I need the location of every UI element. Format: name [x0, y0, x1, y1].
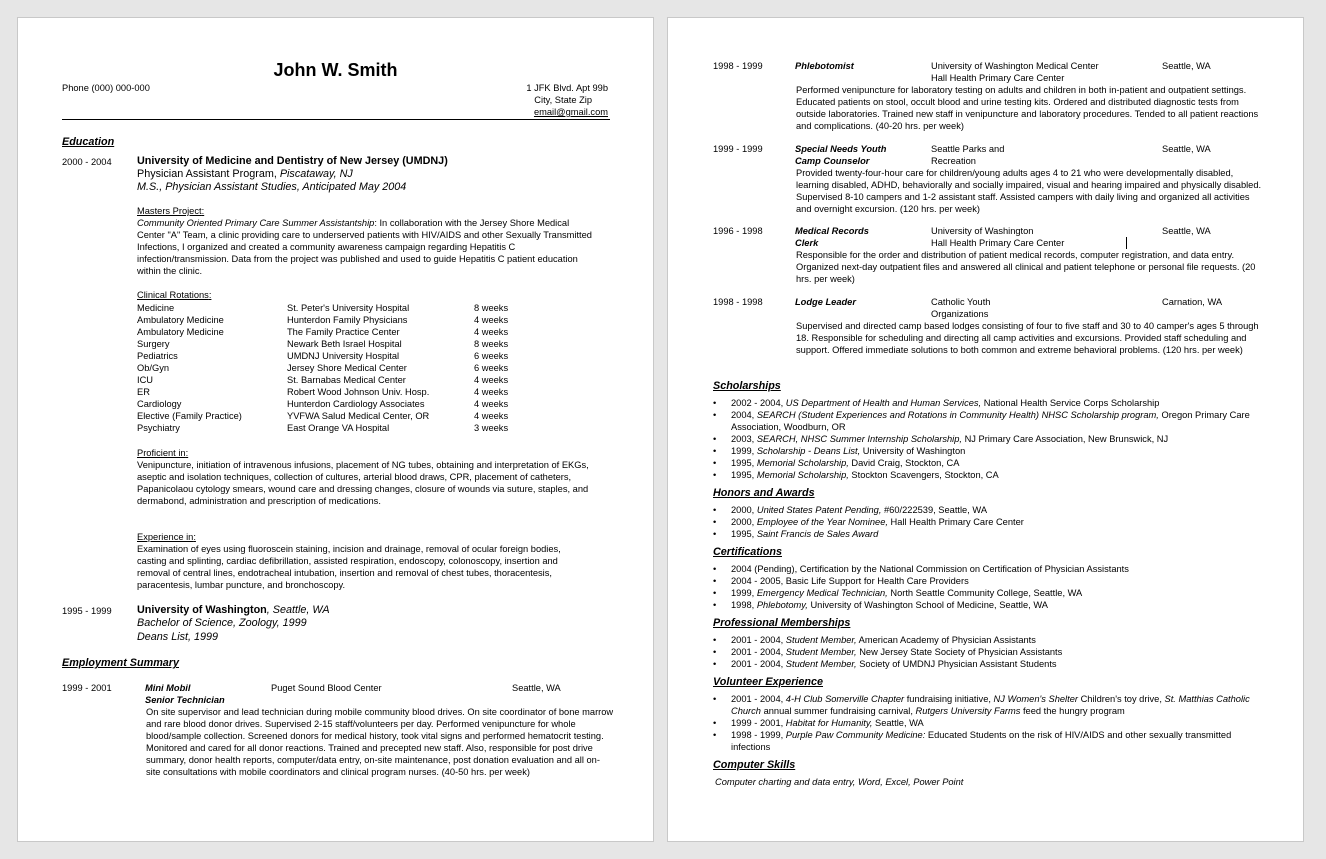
masters-project-text	[137, 217, 592, 277]
table-row	[137, 350, 587, 362]
job-city: Carnation, WA	[1162, 297, 1223, 307]
honors-heading: Honors and Awards	[713, 487, 815, 499]
rotation-specialty: Medicine	[137, 303, 175, 313]
rotation-site: St. Peter's University Hospital	[287, 303, 410, 313]
list-item: • 1999, Emergency Medical Technician, North Seattle Community College, Seattle, WA	[713, 587, 1268, 599]
table-row	[137, 326, 587, 338]
list-item: • 2004, SEARCH (Student Experiences and Rotations in Community Health) NHSC Scholarship program, Oregon Primary Care Association, Woodburn, OR	[713, 409, 1268, 433]
rotation-duration: 3 weeks	[474, 423, 509, 433]
list-item: • 1998 - 1999, Purple Paw Community Medicine: Educated Students on the risk of HIV/AIDS and other sexually transmitted infections	[713, 729, 1268, 753]
list-item: • 2001 - 2004, Student Member, American Academy of Physician Assistants	[713, 634, 1268, 646]
volunteer-list	[713, 693, 1268, 753]
clinical-rotations-label: Clinical Rotations:	[137, 290, 212, 300]
computer-skills-heading: Computer Skills	[713, 759, 796, 771]
rotation-duration: 8 weeks	[474, 339, 509, 349]
rotation-site: East Orange VA Hospital	[287, 423, 390, 433]
uw-school: University of Washington	[137, 604, 267, 616]
rotation-duration: 4 weeks	[474, 387, 509, 397]
list-item: • 2001 - 2004, Student Member, Society of UMDNJ Physician Assistant Students	[713, 658, 1268, 670]
email-link[interactable]: email@gmail.com	[533, 107, 608, 117]
certifications-heading: Certifications	[713, 546, 782, 558]
job-title: Medical Records	[795, 226, 869, 236]
job-organization-line-2: Recreation	[931, 156, 976, 166]
list-item: • 2002 - 2004, US Department of Health and Human Services, National Health Service Corps Scholarship	[713, 397, 1268, 409]
rotation-site: UMDNJ University Hospital	[287, 351, 400, 361]
table-row	[137, 362, 587, 374]
job-organization: University of Washington	[931, 226, 1034, 236]
resume-page-1	[17, 17, 654, 842]
job-organization: University of Washington Medical Center	[931, 61, 1099, 71]
table-row	[137, 422, 587, 434]
volunteer-heading: Volunteer Experience	[713, 676, 824, 688]
job-title: Special Needs Youth	[795, 144, 887, 154]
rotation-specialty: Surgery	[137, 339, 170, 349]
job-title-line-2: Camp Counselor	[795, 156, 870, 166]
employment-heading: Employment Summary	[62, 657, 179, 669]
address-block	[526, 82, 608, 118]
job-organization-line-2: Hall Health Primary Care Center	[931, 73, 1065, 83]
job-title: Mini Mobil Senior Technician	[145, 683, 225, 705]
umdnj-program: Physician Assistant Program,	[137, 168, 280, 180]
memberships-heading: Professional Memberships	[713, 617, 851, 629]
job-title: Lodge Leader	[795, 297, 856, 307]
job-description: On site supervisor and lead technician during mobile community blood drives. On site coordinator of bone marrow and rare blood donor drives. Supervised 2-15 staff/volunteers per day. Performed venipuncture for whole blood/sample collection. Screened donors for medical history, took vital signs and performed hematocrit testing. Monitored and cared for all donor reactions. Trained and precepted new staff. Also, responsible for post drive summary, donor health reports, computer/data entry, on-site maintenance, post donation evaluation and all on-site consultations with mobile coordinators and clinical program nurses. (40-50 hrs. per week)	[146, 707, 614, 777]
rotation-specialty: ICU	[137, 375, 154, 385]
list-item: • 1995, Memorial Scholarship, Stockton Scavengers, Stockton, CA	[713, 469, 1268, 481]
list-item: • 1999 - 2001, Habitat for Humanity, Seattle, WA	[713, 717, 1268, 729]
scholarships-list	[713, 397, 1268, 481]
rotation-site: Jersey Shore Medical Center	[287, 363, 407, 373]
scholarships-heading: Scholarships	[713, 380, 781, 392]
list-item: • 1998, Phlebotomy, University of Washington School of Medicine, Seattle, WA	[713, 599, 1268, 611]
rotation-duration: 4 weeks	[474, 315, 509, 325]
education-heading: Education	[62, 136, 115, 148]
list-item: • 2000, United States Patent Pending, #60/222539, Seattle, WA	[713, 504, 1268, 516]
rotation-specialty: Elective (Family Practice)	[137, 411, 242, 421]
job-city: Seattle, WA	[1162, 144, 1211, 154]
address-line-1: 1 JFK Blvd. Apt 99b	[526, 83, 608, 93]
uw-degree: Bachelor of Science, Zoology, 1999	[137, 617, 307, 629]
list-item: • 2001 - 2004, Student Member, New Jersey State Society of Physician Assistants	[713, 646, 1268, 658]
umdnj-school: University of Medicine and Dentistry of New Jersey (UMDNJ)	[137, 155, 448, 167]
proficient-label: Proficient in:	[137, 448, 189, 458]
job-title: Phlebotomist	[795, 61, 854, 71]
job-dates: 1999 - 2001	[62, 683, 112, 693]
uw-honor: Deans List, 1999	[137, 631, 219, 643]
job-description: Supervised and directed camp based lodges consisting of four to five staff and 30 to 40 camper's ages 5 through 18. Responsible for scheduling and directing all camp activities and excursions. Provided staff scheduling and support. Offered immediate solutions to both common and extreme behavioral problems. (120 hrs. per week)	[796, 321, 1259, 355]
rotation-specialty: Cardiology	[137, 399, 182, 409]
job-description: Responsible for the order and distribution of patient medical records, computer registration, and data entry. Organized next-day outpatient files and answered all clinical and patient telephone or personal file requests. (20 hrs. per week)	[796, 250, 1256, 284]
masters-project-desc: : In collaboration with the Jersey Shore Medical Center "A" Team, a clinic providing care to underserved patients with HIV/AIDS and other Sexually Transmitted Infections, I organized and created a community awareness campaign regarding Hepatitis C infection/transmission. Data from the project was published and used to guide Hepatitis C patient education within the clinic.	[137, 218, 592, 276]
job-dates: 1998 - 1998	[713, 297, 763, 307]
list-item: • 1995, Memorial Scholarship, David Craig, Stockton, CA	[713, 457, 1268, 469]
umdnj-degree: M.S., Physician Assistant Studies, Anticipated May 2004	[137, 181, 407, 193]
memberships-list	[713, 634, 1268, 670]
job-organization: Seattle Parks and	[931, 144, 1005, 154]
job-dates: 1998 - 1999	[713, 61, 763, 71]
text-cursor	[1126, 237, 1127, 249]
job-description: Performed venipuncture for laboratory testing on adults and children in both in-patient and outpatient settings. Educated patients on stool, occult blood and urine testing kits. Ordered and distributed diagnostic tests from outside laboratories. Trained new staff in venipuncture and laboratory procedures. Tended to all patient reactions and complications. (40-20 hrs. per week)	[796, 85, 1259, 131]
rotation-duration: 4 weeks	[474, 399, 509, 409]
list-item: • 2003, SEARCH, NHSC Summer Internship Scholarship, NJ Primary Care Association, New Brunswick, NJ	[713, 433, 1268, 445]
table-row	[137, 386, 587, 398]
uw-dates: 1995 - 1999	[62, 606, 112, 616]
table-row	[137, 374, 587, 386]
masters-project-label: Masters Project:	[137, 206, 205, 216]
list-item: • 2004 - 2005, Basic Life Support for Health Care Providers	[713, 575, 1268, 587]
job-organization-line-2: Organizations	[931, 309, 989, 319]
rotation-duration: 4 weeks	[474, 411, 509, 421]
right-sections	[713, 380, 1268, 788]
rotation-site: Robert Wood Johnson Univ. Hosp.	[287, 387, 430, 397]
list-item: • 1995, Saint Francis de Sales Award	[713, 528, 1268, 540]
rotation-site: Hunterdon Family Physicians	[287, 315, 408, 325]
experience-label: Experience in:	[137, 532, 196, 542]
resume-page-2	[667, 17, 1304, 842]
job-description: Provided twenty-four-hour care for children/young adults ages 4 to 21 who were developmentally disabled, learning disabled, ADHD, behaviorally and socially impaired, visual and hearing impaired and physically disabled. Supervised 8-10 campers and 1-2 assistant staff. Assisted campers with daily living and organized all activities and overnight excursion. (120 hrs. per week)	[796, 168, 1262, 214]
masters-project-title: Community Oriented Primary Care Summer Assistantship	[137, 218, 375, 228]
rotation-specialty: Ambulatory Medicine	[137, 315, 224, 325]
rotation-specialty: Pediatrics	[137, 351, 178, 361]
uw-location: , Seattle, WA	[266, 604, 330, 616]
job-title-line-2: Clerk	[795, 238, 819, 248]
rotation-specialty: Psychiatry	[137, 423, 180, 433]
rotation-site: The Family Practice Center	[287, 327, 400, 337]
job-dates: 1999 - 1999	[713, 144, 763, 154]
candidate-name: John W. Smith	[273, 60, 398, 80]
rotation-specialty: Ob/Gyn	[137, 363, 170, 373]
honors-list	[713, 504, 1268, 540]
certifications-list	[713, 563, 1268, 611]
rotation-site: YVFWA Salud Medical Center, OR	[287, 411, 430, 421]
list-item: • 2000, Employee of the Year Nominee, Hall Health Primary Care Center	[713, 516, 1268, 528]
rotation-specialty: ER	[137, 387, 150, 397]
header-divider	[62, 119, 610, 120]
rotation-duration: 6 weeks	[474, 351, 509, 361]
rotation-duration: 4 weeks	[474, 375, 509, 385]
job-organization: Puget Sound Blood Center	[271, 683, 382, 693]
address-line-2: City, State Zip	[534, 95, 592, 105]
job-organization: Catholic Youth	[931, 297, 991, 307]
rotation-site: St. Barnabas Medical Center	[287, 375, 406, 385]
rotation-duration: 8 weeks	[474, 303, 509, 313]
rotation-duration: 6 weeks	[474, 363, 509, 373]
rotation-site: Newark Beth Israel Hospital	[287, 339, 402, 349]
job-dates: 1996 - 1998	[713, 226, 763, 236]
list-item: • 2004 (Pending), Certification by the National Commission on Certification of Physician Assistants	[713, 563, 1268, 575]
rotation-specialty: Ambulatory Medicine	[137, 327, 224, 337]
list-item: • 1999, Scholarship - Deans List, University of Washington	[713, 445, 1268, 457]
umdnj-program-line	[137, 168, 353, 181]
rotation-duration: 4 weeks	[474, 327, 509, 337]
proficient-text: Venipuncture, initiation of intravenous infusions, placement of NG tubes, obtaining and interpretation of EKGs, aseptic and isolation techniques, collection of cultures, arterial blood draws, CPR, placement of catheters, Papanicolaou cytology smears, wound care and dressing changes, closure of wounds via suture, staples, and dermabond, administration and prescription of medications.	[137, 460, 589, 506]
list-item: • 2001 - 2004, 4-H Club Somerville Chapter fundraising initiative, NJ Women's Shelter Children's toy drive, St. Matthias Catholic Church annual summer fundraising carnival, Rutgers University Farms feed the hungry program	[713, 693, 1268, 717]
table-row	[137, 410, 587, 422]
phone-number: Phone (000) 000-000	[62, 83, 150, 93]
job-city: Seattle, WA	[1162, 61, 1211, 71]
table-row	[137, 314, 587, 326]
job-city: Seattle, WA	[1162, 226, 1211, 236]
uw-school-line	[137, 604, 330, 617]
table-row	[137, 398, 587, 410]
experience-text: Examination of eyes using fluoroscein staining, incision and drainage, removal of ocular foreign bodies, casting and splinting, cardiac defibrillation, assisted respiration, endoscopy, colonoscopy, insertion and removal of central lines, endotracheal intubation, insertion and removal of chest tubes, thoracentesis, paracentesis, lumbar puncture, and bronchoscopy.	[137, 544, 561, 590]
job-organization-line-2: Hall Health Primary Care Center	[931, 238, 1065, 248]
rotation-site: Hunterdon Cardiology Associates	[287, 399, 425, 409]
umdnj-location: Piscataway, NJ	[279, 168, 353, 180]
table-row	[137, 302, 587, 314]
umdnj-dates: 2000 - 2004	[62, 157, 112, 167]
table-row	[137, 338, 587, 350]
job-city: Seattle, WA	[512, 683, 561, 693]
computer-skills-text: Computer charting and data entry, Word, Excel, Power Point	[715, 777, 964, 787]
